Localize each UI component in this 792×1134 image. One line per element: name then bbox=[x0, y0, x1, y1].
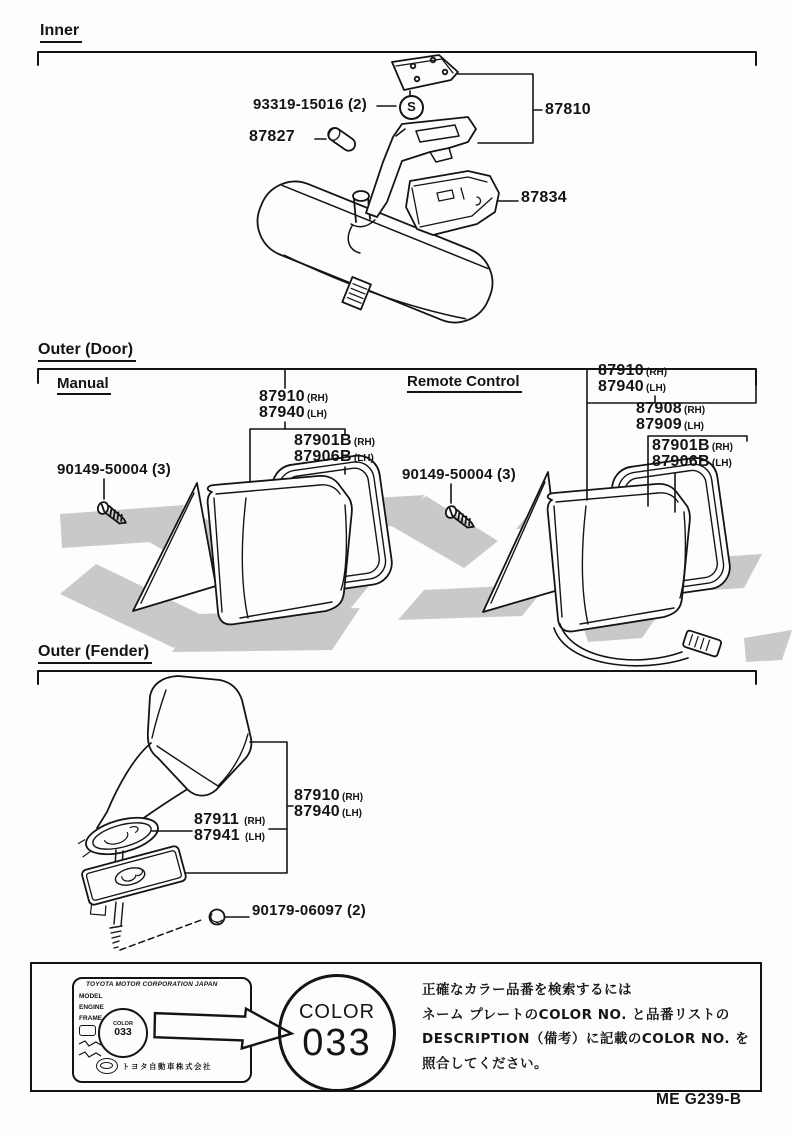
subsection-title-manual: Manual bbox=[57, 375, 111, 395]
part-label: 87908 (RH) bbox=[636, 400, 706, 417]
part-label: 87910 (RH) bbox=[294, 787, 364, 804]
part-label-93319-15016: 93319-15016 (2) bbox=[253, 96, 367, 113]
plate-maker-text: TOYOTA MOTOR CORPORATION JAPAN bbox=[86, 981, 218, 988]
part-label-group-remote-retainer bbox=[652, 438, 733, 470]
part-label-nut: 90179-06097 (2) bbox=[252, 902, 366, 919]
part-label: 87940 (LH) bbox=[598, 378, 666, 395]
part-label-87810: 87810 bbox=[545, 101, 591, 118]
screw-symbol-icon: S bbox=[399, 95, 424, 120]
note-line: DESCRIPTION（備考）に記載のCOLOR NO. を bbox=[422, 1031, 750, 1047]
part-label-87827: 87827 bbox=[249, 128, 295, 145]
color-badge-label: COLOR bbox=[298, 1001, 376, 1023]
part-label: 87901B (RH) bbox=[294, 432, 375, 449]
plate-field-model: MODEL bbox=[79, 993, 103, 1000]
part-label: 87909 (LH) bbox=[636, 416, 704, 433]
part-label: 87911 (RH) bbox=[194, 811, 266, 828]
section-title-inner: Inner bbox=[40, 22, 82, 43]
part-label-group-fender-mirror bbox=[294, 788, 363, 820]
plate-field-frame: FRAME bbox=[79, 1015, 103, 1022]
note-line: 正確なカラー品番を検索するには bbox=[422, 982, 632, 998]
subsection-title-remote-control: Remote Control bbox=[407, 373, 522, 393]
section-title-outer-fender: Outer (Fender) bbox=[38, 643, 152, 664]
part-label: 87906B (LH) bbox=[294, 448, 374, 465]
section-title-outer-door: Outer (Door) bbox=[38, 341, 136, 362]
part-label: 87901B (RH) bbox=[652, 437, 733, 454]
note-line: ネーム プレートのCOLOR NO. と品番リストの bbox=[422, 1006, 730, 1023]
part-label-group-manual-mirror bbox=[259, 389, 328, 421]
part-label-screw-remote: 90149-50004 (3) bbox=[402, 466, 516, 483]
note-line: 照合してください。 bbox=[422, 1055, 548, 1072]
part-label: 87906B (LH) bbox=[652, 453, 732, 470]
part-label: 87941 (LH) bbox=[194, 827, 265, 844]
plate-color-label: COLOR bbox=[113, 1021, 133, 1027]
part-label-screw-manual: 90149-50004 (3) bbox=[57, 461, 171, 478]
door-remote-drawing bbox=[443, 369, 756, 666]
part-label-group-remote-mirror bbox=[598, 363, 667, 395]
part-label: 87910 (RH) bbox=[598, 362, 668, 379]
part-label-group-fender-base bbox=[194, 812, 265, 844]
part-label-87834: 87834 bbox=[521, 189, 567, 206]
plate-color-value: 033 bbox=[114, 1026, 132, 1038]
part-label: 87940 (LH) bbox=[294, 803, 362, 820]
part-label: 87940 (LH) bbox=[259, 404, 327, 421]
plate-company-text: トヨタ自動車株式会社 bbox=[122, 1062, 212, 1071]
part-label-group-remote-mirror-sub bbox=[636, 401, 705, 433]
page-code: ME G239-B bbox=[656, 1091, 742, 1108]
plate-field-engine: ENGINE bbox=[79, 1004, 104, 1011]
plate-frame-box bbox=[79, 1025, 96, 1036]
part-label: 87910 (RH) bbox=[259, 388, 329, 405]
part-label-group-manual-retainer bbox=[294, 433, 375, 465]
toyota-logo-icon bbox=[96, 1058, 118, 1074]
color-badge-value: 033 bbox=[302, 1022, 372, 1064]
color-badge bbox=[278, 974, 396, 1092]
color-note-box bbox=[30, 962, 762, 1092]
color-note-text bbox=[422, 978, 749, 1076]
